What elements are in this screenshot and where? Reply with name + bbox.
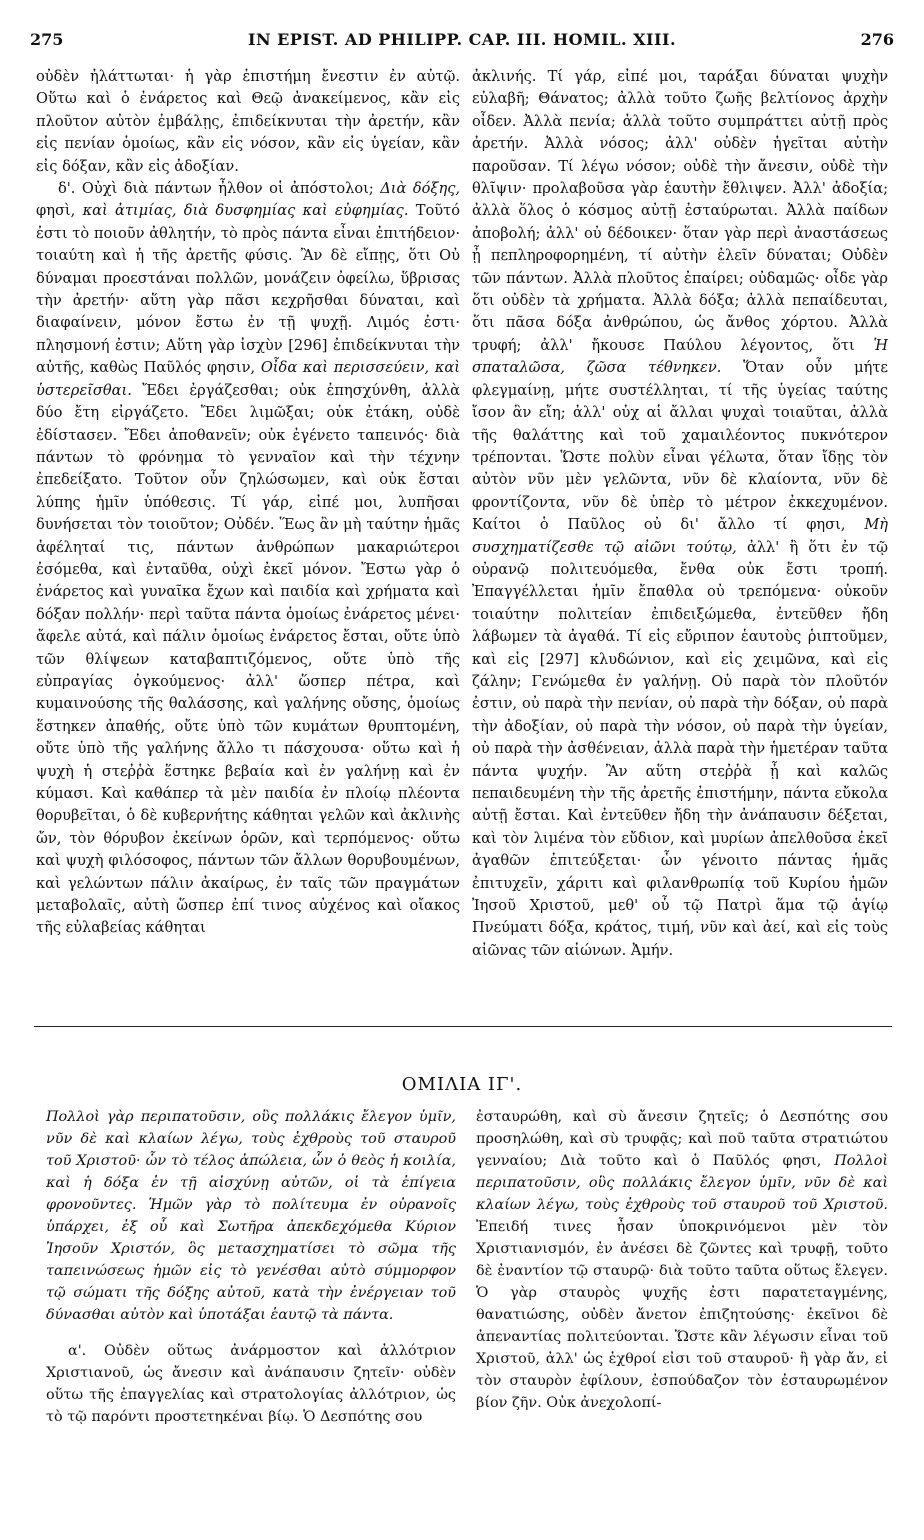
paragraph: οὐδὲν ἠλάττωται· ἡ γὰρ ἐπιστήμη ἔνεστιν ἐν αὐτῷ. Οὕτω καὶ ὁ ἐνάρετος καὶ Θεῷ ἀνακείμενος, κἂν εἰς πλοῦτον αὐτὸν ἐμβάλῃς, ἐπιδείκνυται τὴν ἀρετήν, κἂν εἰς πενίαν ὁμοίως, κἂν εἰς νόσον, κἂν εἰς ὑγείαν, κἂν εἰς δόξαν, κἂν εἰς ἀδοξίαν.: [36, 68, 460, 175]
text-run: ἀκλινής. Τί γάρ, εἰπέ μοι, ταράξαι δύναται ψυχὴν εὐλαβῆ; Θάνατος; ἀλλὰ τοῦτο ζωῆς βελτίονος ἀρχὴν οἶδεν. Ἀλλὰ πενία; ἀλλὰ τοῦτο συμπράττει αὐτῇ πρὸς ἀρετήν. Ἀλλὰ νόσος; ἀλλ' οὐδὲν ἡγεῖται αὐτὴν παροῦσαν. Τί λέγω νόσον; οὐδὲ τὴν ἄνεσιν, οὐδὲ τὴν θλῖψιν· προλαβοῦσα γὰρ ἑαυτὴν ἔθλιψεν. Ἀλλ' ἀδοξία; ἀλλὰ ὅλος ὁ κόσμος αὐτῇ ἐσταύρωται. Ἀλλὰ παίδων ἀποβολή; ἀλλ' οὐ δέδοικεν· ὅταν γὰρ περὶ ἀναστάσεως ᾖ πεπληροφορημένη, τί αὐτὴν ἐλεῖν δύναται; Οὐδὲν τῶν πάντων. Ἀλλὰ πλοῦτος ἐπαίρει; οὐδαμῶς· οἶδε γὰρ ὅτι οὐδὲν τὰ χρήματα. Ἀλλὰ δόξα; ἀλλὰ πεπαίδευται, ὅτι πᾶσα δόξα ἀνθρώπου, ὡς ἄνθος χόρτου. Ἀλλὰ τρυφή; ἀλλ' ἤκουσε Παύλου λέγοντος, ὅτι: [472, 68, 888, 354]
quotation: Ἡ σπαταλῶσα, ζῶσα τέθνηκεν.: [472, 336, 888, 377]
lower-left-column: [46, 1106, 456, 1428]
quotation: Διὰ δόξης,: [380, 180, 461, 198]
paragraph: α'. Οὐδὲν οὕτως ἀνάρμοστον καὶ ἀλλότριον Χριστιανοῦ, ὡς ἄνεσιν καὶ ἀνάπαυσιν ζητεῖν· οὐδὲν οὕτω τῆς ἐπαγγελίας καὶ στρατολογίας ἀλλότριον, ὡς τὸ τῷ παρόντι προστετηκέναι βίῳ. Ὁ Δεσπότης σου: [46, 1343, 456, 1425]
scripture-passage: Πολλοὶ γὰρ περιπατοῦσιν, οὓς πολλάκις ἔλεγον ὑμῖν, νῦν δὲ καὶ κλαίων λέγω, τοὺς ἐχθροὺς τοῦ σταυροῦ τοῦ Χριστοῦ· ὧν τὸ τέλος ἀπώλεια, ὧν ὁ θεὸς ἡ κοιλία, καὶ ἡ δόξα ἐν τῇ αἰσχύνῃ αὐτῶν, οἱ τὰ ἐπίγεια φρονοῦντες. Ἡμῶν γὰρ τὸ πολίτευμα ἐν οὐρανοῖς ὑπάρχει, ἐξ οὗ καὶ Σωτῆρα ἀπεκδεχόμεθα Κύριον Ἰησοῦν Χριστόν, ὃς μετασχηματίσει τὸ σῶμα τῆς ταπεινώσεως ἡμῶν εἰς τὸ γενέσθαι αὐτὸ σύμμορφον τῷ σώματι τῆς δόξης αὐτοῦ, κατὰ τὴν ἐνέργειαν τοῦ δύνασθαι αὐτὸν καὶ ὑποτάξαι ἑαυτῷ τὰ πάντα.: [46, 1109, 456, 1323]
lower-right-column: [476, 1106, 888, 1414]
quotation: Οἶδα καὶ περισσεύειν, καὶ ὑστερεῖσθαι.: [36, 359, 460, 399]
text-run: Ὅταν οὖν μήτε φλεγμαίνῃ, μήτε συστέλληται, τί τῆς ὑγείας ταύτης ἴσον ἂν εἴη; ἀλλ' οὐχ αἱ ἄλλαι ψυχαὶ τοιαῦται, ἀλλὰ τῆς θαλάττης καὶ τοῦ χαμαιλέοντος πυκνότερον τρέπονται. Ὥστε πολὺν εἶναι γέλωτα, ὅταν ἴδῃς τὸν αὐτὸν νῦν μὲν γελῶντα, νῦν δὲ κλαίοντα, νῦν δὲ φροντίζοντα, νῦν δὲ ὑπὲρ τὸ μέτρον ἐκκεχυμένον. Καίτοι ὁ Παῦλος οὐ δι' ἄλλο τί φησι,: [472, 359, 888, 534]
running-head: IN EPIST. AD PHILIPP. CAP. III. HOMIL. XIII.: [247, 30, 677, 49]
text-run: Ἐπειδή τινες ἦσαν ὑποκρινόμενοι μὲν τὸν Χριστιανισμόν, ἐν ἀνέσει δὲ ζῶντες καὶ τρυφῇ, τοῦτο δὲ ἐναντίον τῷ σταυρῷ· διὰ τοῦτο ταῦτα οὕτως ἔλεγεν. Ὁ γὰρ σταυρὸς ψυχῆς ἐστι παρατεταγμένης, θανατιώσης, οὐδὲν ἄνετον ἐπιζητούσης· ἐκεῖνοι δὲ ἀπεναντίας πολιτεύονται. Ὥστε κἂν λέγωσιν εἶναι τοῦ Χριστοῦ, ἀλλ' ὡς ἐχθροί εἰσι τοῦ σταυροῦ· ἢ γὰρ ἄν, εἰ τὸν σταυρὸν ἐφίλουν, ἐσπούδαζον τὸν ἐσταυρωμένον βίον ζῆν. Οὐκ ἀνεχολοπί-: [476, 1219, 888, 1411]
quotation: Μὴ συσχηματίζεσθε τῷ αἰῶνι τούτῳ,: [472, 516, 889, 556]
page-number-left: 275: [30, 30, 64, 49]
paragraph: [476, 1106, 888, 1414]
text-run: Ἔδει ἐργάζεσθαι; οὐκ ἐπησχύνθη, ἀλλὰ δύο ἔτη εἰργάζετο. Ἔδει λιμῶξαι; οὐκ ἐτάκη, οὐδὲ ἐδίστασεν. Ἔδει ἀποθανεῖν; οὐκ ἐγένετο ταπεινός· διὰ πάντων τὸ φρόνημα τὸ γενναῖον καὶ τὴν τέχνην ἐπεδείξατο. Τοῦτον οὖν ζηλώσωμεν, καὶ οὐκ ἔσται λύπης ἡμῖν ὑπόθεσις. Τί γάρ, εἰπέ μοι, λυπῆσαι δυνήσεται τὸν τοιοῦτον; Οὐδέν. Ἕως ἂν μὴ ταύτην ἡμᾶς ἀφέληταί τις, πάντων ἀνθρώπων μακαριώτεροι ἐσόμεθα, καὶ ἐνταῦθα, οὐχὶ ἐκεῖ μόνον. Ἔστω γὰρ ὁ ἐνάρετος καὶ γυναῖκα ἔχων καὶ παιδία καὶ χρήματα καὶ δόξαν πολλήν· περὶ ταῦτα πάντα ὁμοίως ἐνάρετος μένει· ἄφελε αὐτά, καὶ πάλιν ὁμοίως ἐνάρετος ἔσται, οὔτε ὑπὸ τῶν θλίψεων καταβαπτιζόμενος, οὔτε ὑπὸ τῆς εὐπραγίας ὀγκούμενος· ἀλλ' ὥσπερ πέτρα, καὶ κυμαινούσης τῆς θαλάσσης, καὶ γαλήνης οὔσης, ὁμοίως ἕστηκεν ἀπαθής, οὔτε ὑπὸ τῶν κυμάτων θρυπτομένη, οὔτε ὑπὸ τῆς γαλήνης ἄλλο τι πάσχουσα· οὕτω καὶ ἡ ψυχὴ ἡ στεῤῥὰ ἕστηκε βεβαία καὶ ἐν γαλήνῃ καὶ ἐν κύμασι. Καὶ καθάπερ τὰ μὲν παιδία ἐν πλοίῳ πλέοντα θορυβεῖται, ὁ δὲ κυβερνήτης κάθηται γελῶν καὶ ἀκλινὴς ὤν, τὸν θόρυβον ἐκείνων ὁρῶν, καὶ τερπόμενος· οὕτω καὶ ψυχὴ φιλόσοφος, πάντων τῶν ἄλλων θορυβουμένων, καὶ γελώντων πάλιν ἀκαίρως, ἐν ταῖς τῶν πραγμάτων μεταβολαῖς, αὐτὴ ὥσπερ ἐπί τινος αὐχένος καὶ οἴακος τῆς εὐλαβείας κάθηται: [36, 381, 460, 937]
section-divider: [34, 1026, 892, 1027]
text-run: ἐσταυρώθη, καὶ σὺ ἄνεσιν ζητεῖς; ὁ Δεσπότης σου προσηλώθη, καὶ σὺ τρυφᾷς; καὶ ποῦ ταῦτα στρατιώτου γενναίου; Διὰ τοῦτο καὶ ὁ Παῦλός φησι,: [476, 1109, 888, 1169]
quotation: καὶ ἀτιμίας, διὰ δυσφημίας καὶ εὐφημίας.: [82, 202, 409, 220]
page-header: [30, 30, 894, 56]
text-run: φησὶ,: [36, 202, 76, 220]
text-run: δ'. Οὐχὶ διὰ πάντων ἦλθον οἱ ἀπόστολοι;: [58, 180, 374, 198]
paragraph: [472, 66, 888, 962]
upper-left-column: [36, 66, 460, 940]
homily-title: ΟΜΙΛΙΑ ΙΓ'.: [401, 1074, 523, 1095]
upper-right-column: [472, 66, 888, 962]
text-run: Τοῦτό ἐστι τὸ ποιοῦν ἀθλητήν, τὸ πρὸς πάντα εἶναι ἐπιτήδειον· τοιαύτη καὶ ἡ τῆς ἀρετῆς φύσις. Ἂν δὲ εἴπῃς, ὅτι Οὐ δύναμαι προεστάναι πολλῶν, μονάζειν ὀφείλω, ὕβρισας τὴν ἀρετήν· αὕτη γὰρ πᾶσι κεχρῆσθαι δύναται, καὶ διαφαίνειν, μόνον ἔστω ἐν τῇ ψυχῇ. Λιμός ἐστι· πλησμονή ἐστιν; Αὕτη γὰρ ἰσχὺν [296] ἐπιδείκνυται τὴν αὐτῆς, καθὼς Παῦλός φησιν,: [36, 202, 461, 377]
page-number-right: 276: [860, 30, 894, 49]
text-run: ἀλλ' ἢ ὅτι ἐν τῷ οὐρανῷ πολιτευόμεθα, ἔνθα οὐκ ἔστι τροπή. Ἐπαγγέλλεται ἡμῖν ἔπαθλα οὐ τρεπόμενα· οὐκοῦν τοιαύτην πολιτείαν ἐπιδειξώμεθα, ἐντεῦθεν ἤδη λάβωμεν τὰ ἀγαθά. Τί εἰς εὔριπον ἑαυτοὺς ῥιπτοῦμεν, καὶ εἰς [297] κλυδώνιον, καὶ εἰς χειμῶνα, καὶ εἰς ζάλην; Γενώμεθα ἐν γαλήνῃ. Οὐ παρὰ τὸν πλοῦτόν ἐστιν, οὐ παρὰ τὴν πενίαν, οὐ παρὰ τὴν δόξαν, οὐ παρὰ τὴν ἀδοξίαν, οὐ παρὰ τὴν νόσον, οὐ παρὰ τὴν ὑγείαν, οὐ παρὰ τὴν ἀσθένειαν, ἀλλὰ παρὰ τὴν ἡμετέραν ταῦτα πάντα ψυχήν. Ἂν αὕτη στεῤῥὰ ᾖ καὶ καλῶς πεπαιδευμένη τὴν τῆς ἀρετῆς ἐπιστήμην, πάντα εὔκολα αὐτῇ ἔσται. Καὶ ἐντεῦθεν ἤδη τὴν ἀνάπαυσιν δέξεται, καὶ τὸν λιμένα τὸν εὔδιον, καὶ μυρίων ἀπελθοῦσα ἐκεῖ ἀγαθῶν ἐπιτεύξεται· ὧν γένοιτο πάντας ἡμᾶς ἐπιτυχεῖν, χάριτι καὶ φιλανθρωπίᾳ τοῦ Κυρίου ἡμῶν Ἰησοῦ Χριστοῦ, μεθ' οὗ τῷ Πατρὶ ἅμα τῷ ἁγίῳ Πνεύματι δόξα, κράτος, τιμή, νῦν καὶ ἀεί, καὶ εἰς τοὺς αἰῶνας τῶν αἰώνων. Ἀμήν.: [472, 538, 888, 959]
quotation: Πολλοὶ περιπατοῦσιν, οὓς πολλάκις ἔλεγον ὑμῖν, νῦν δὲ καὶ κλαίων λέγω, τοὺς ἐχθροὺς τοῦ σταυροῦ τοῦ Χριστοῦ.: [476, 1153, 888, 1213]
paragraph: [36, 178, 460, 940]
